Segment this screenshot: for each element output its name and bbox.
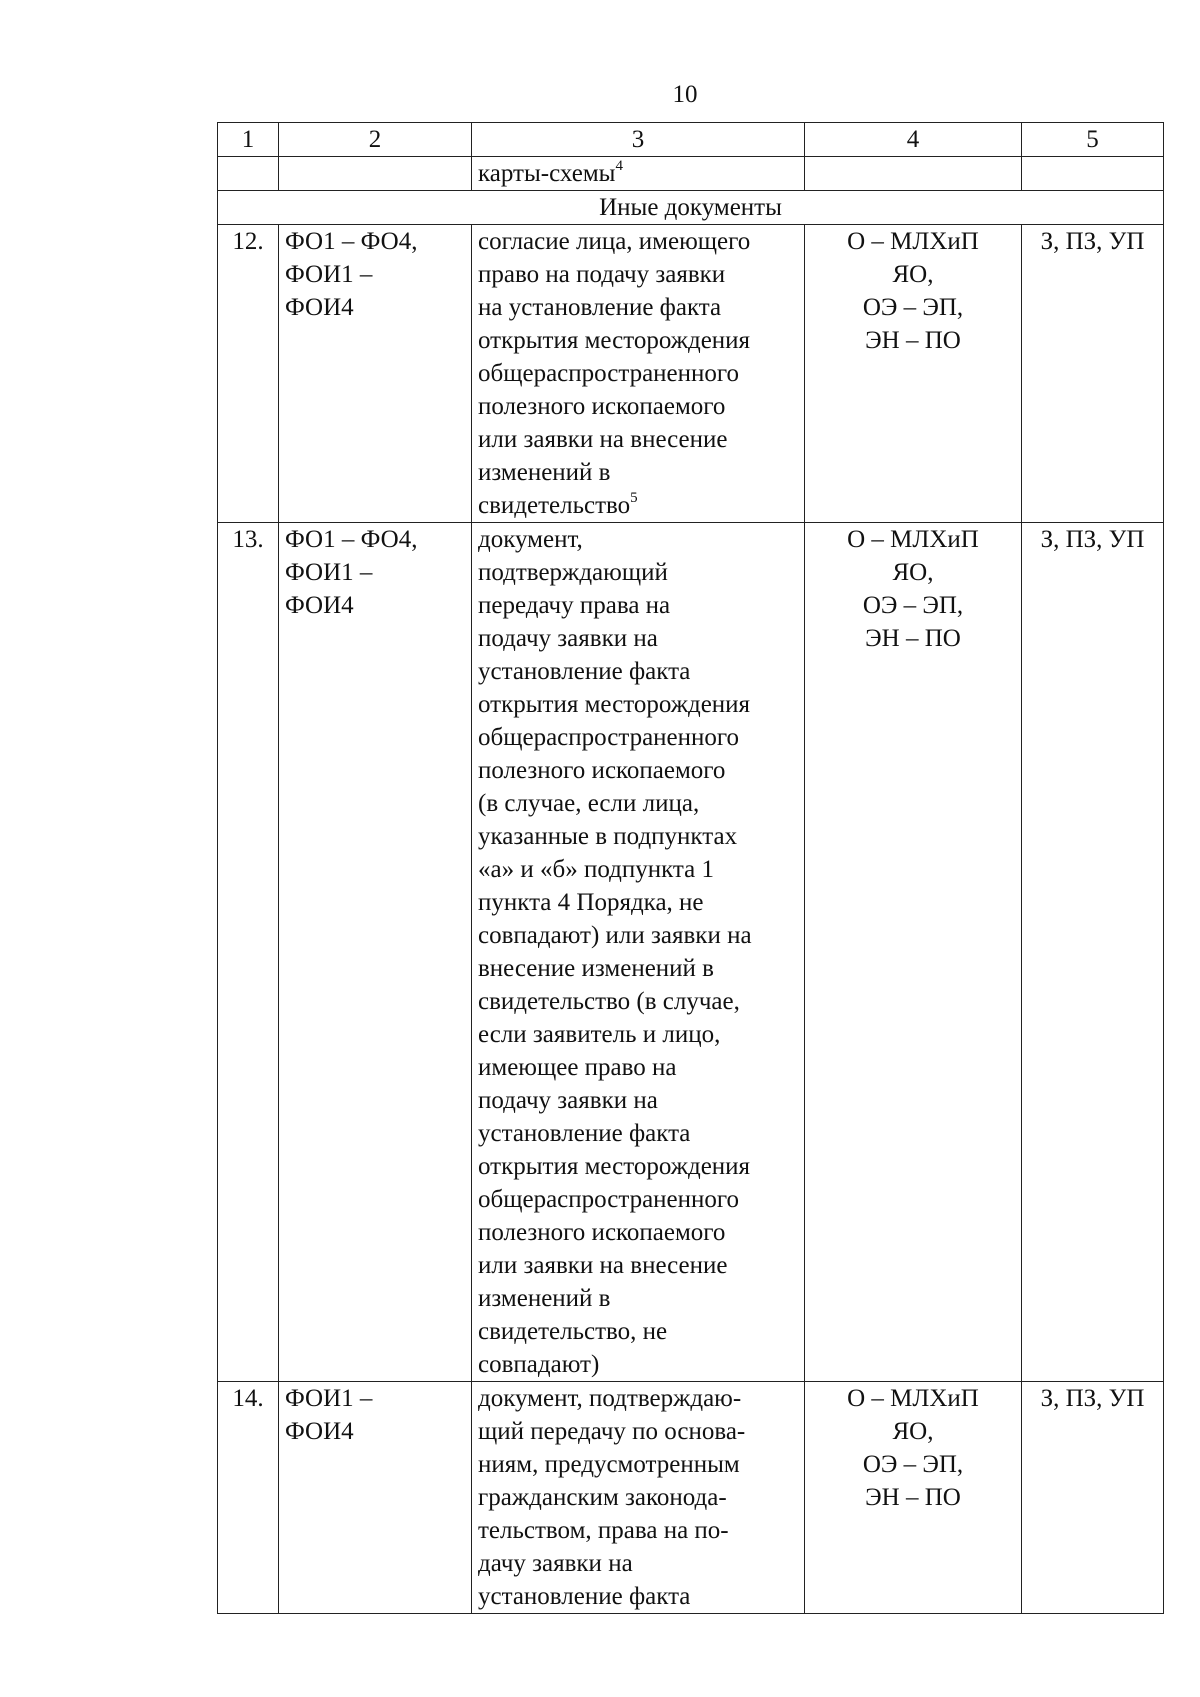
organization-line: ЯО, <box>892 559 934 586</box>
document-line-text: ниям, предусмотренным <box>478 1451 740 1478</box>
footnote-ref: 5 <box>630 489 638 506</box>
table-row <box>218 225 1164 523</box>
document-line-text: подачу заявки на <box>478 1087 658 1114</box>
form-codes-line: ФОИ4 <box>285 294 354 321</box>
form-codes-line: ФО1 – ФО4, <box>285 228 418 255</box>
form-codes-cell <box>279 225 472 523</box>
table-row <box>218 1382 1164 1614</box>
document-line-text: полезного ископаемого <box>478 1219 726 1246</box>
document-line <box>478 853 798 886</box>
document-line-text: установление факта <box>478 658 691 685</box>
document-line-text: или заявки на внесение <box>478 1252 728 1279</box>
document-line <box>478 1117 798 1150</box>
document-line <box>478 1051 798 1084</box>
document-line <box>478 1481 798 1514</box>
organizations-cell <box>805 523 1022 1382</box>
document-line-text: указанные в подпунктах <box>478 823 738 850</box>
organization-line: ЭН – ПО <box>865 1484 961 1511</box>
footnote-ref: 4 <box>615 157 623 174</box>
form-codes-cell <box>279 523 472 1382</box>
document-line <box>478 291 798 324</box>
document-line-text: (в случае, если лица, <box>478 790 700 817</box>
document-line-text: общераспространенного <box>478 1186 740 1213</box>
document-line <box>478 1183 798 1216</box>
document-cell <box>472 225 805 523</box>
document-line-text: имеющее право на <box>478 1054 677 1081</box>
document-cell <box>472 1382 805 1614</box>
document-line-text: открытия месторождения <box>478 327 751 354</box>
document-line <box>478 324 798 357</box>
page-number: 10 <box>672 81 698 108</box>
document-line <box>478 622 798 655</box>
procedure-codes-cell: З, ПЗ, УП <box>1022 1382 1164 1614</box>
document-line-text: согласие лица, имеющего <box>478 228 751 255</box>
continuation-col1 <box>218 157 279 191</box>
procedure-codes-cell: З, ПЗ, УП <box>1022 523 1164 1382</box>
document-line-text: изменений в <box>478 1285 611 1312</box>
document-line <box>478 985 798 1018</box>
document-line-text: щий передачу по основа- <box>478 1418 746 1445</box>
continuation-col5 <box>1022 157 1164 191</box>
form-codes-line: ФОИ1 – <box>285 261 373 288</box>
document-line <box>478 523 798 556</box>
document-line-text: передачу права на <box>478 592 671 619</box>
document-line-text: подачу заявки на <box>478 625 658 652</box>
column-number-2: 2 <box>279 123 472 157</box>
organizations-cell <box>805 1382 1022 1614</box>
document-line-text: совпадают) или заявки на <box>478 922 752 949</box>
document-line <box>478 919 798 952</box>
form-codes-line: ФОИ4 <box>285 592 354 619</box>
organization-line: ЯО, <box>892 1418 934 1445</box>
document-line <box>478 688 798 721</box>
document-line <box>478 1249 798 1282</box>
document-line-text: тельством, права на по- <box>478 1517 729 1544</box>
column-number-row <box>218 123 1164 157</box>
document-line <box>478 754 798 787</box>
document-line <box>478 390 798 423</box>
document-line-text: совпадают) <box>478 1351 600 1378</box>
document-line <box>478 589 798 622</box>
document-line-text: установление факта <box>478 1120 691 1147</box>
document-line-text: свидетельство <box>478 492 631 519</box>
organization-line: О – МЛХиП <box>847 526 979 553</box>
document-line <box>478 787 798 820</box>
document-line <box>478 1018 798 1051</box>
document-cell <box>472 523 805 1382</box>
document-line-text: внесение изменений в <box>478 955 714 982</box>
document-line <box>478 1348 798 1381</box>
organizations-cell <box>805 225 1022 523</box>
section-title: Иные документы <box>218 191 1164 225</box>
document-line <box>478 655 798 688</box>
document-line-text: на установление факта <box>478 294 722 321</box>
document-line-text: открытия месторождения <box>478 691 751 718</box>
form-codes-cell <box>279 1382 472 1614</box>
continuation-row <box>218 157 1164 191</box>
organization-line: ОЭ – ЭП, <box>862 1451 964 1478</box>
document-line <box>478 1514 798 1547</box>
document-line-text: свидетельство (в случае, <box>478 988 740 1015</box>
document-line <box>478 952 798 985</box>
row-number: 13. <box>218 523 279 1382</box>
organization-line: О – МЛХиП <box>847 1385 979 1412</box>
continuation-doc-text: карты-схемы <box>478 160 616 187</box>
document-line-text: пункта 4 Порядка, не <box>478 889 704 916</box>
organization-line: ЭН – ПО <box>865 625 961 652</box>
document-line <box>478 721 798 754</box>
section-row <box>218 191 1164 225</box>
document-line <box>478 1315 798 1348</box>
organization-line: О – МЛХиП <box>847 228 979 255</box>
continuation-col2 <box>279 157 472 191</box>
organization-line: ЭН – ПО <box>865 327 961 354</box>
document-line <box>478 1547 798 1580</box>
document-line-text: открытия месторождения <box>478 1153 751 1180</box>
document-line <box>478 1282 798 1315</box>
document-line-text: гражданским законода- <box>478 1484 727 1511</box>
document-line-text: «а» и «б» подпункта 1 <box>478 856 714 883</box>
document-line-text: дачу заявки на <box>478 1550 633 1577</box>
document-line-text: общераспространенного <box>478 360 740 387</box>
column-number-4: 4 <box>805 123 1022 157</box>
document-line-text: полезного ископаемого <box>478 757 726 784</box>
form-codes-line: ФОИ1 – <box>285 1385 373 1412</box>
document-line-text: общераспространенного <box>478 724 740 751</box>
continuation-doc <box>472 157 805 191</box>
column-number-5: 5 <box>1022 123 1164 157</box>
document-line-text: свидетельство, не <box>478 1318 668 1345</box>
procedure-codes-cell: З, ПЗ, УП <box>1022 225 1164 523</box>
document-line-text: изменений в <box>478 459 611 486</box>
form-codes-line: ФО1 – ФО4, <box>285 526 418 553</box>
document-line-text: право на подачу заявки <box>478 261 726 288</box>
document-line-text: установление факта <box>478 1583 691 1610</box>
continuation-col4 <box>805 157 1022 191</box>
document-line-text: полезного ископаемого <box>478 393 726 420</box>
document-line <box>478 1448 798 1481</box>
form-codes-line: ФОИ4 <box>285 1418 354 1445</box>
document-line <box>478 1150 798 1183</box>
document-line <box>478 258 798 291</box>
table-row <box>218 523 1164 1382</box>
document-line-text: если заявитель и лицо, <box>478 1021 721 1048</box>
document-line <box>478 357 798 390</box>
form-codes-line: ФОИ1 – <box>285 559 373 586</box>
document-line <box>478 1216 798 1249</box>
document-line <box>478 1580 798 1613</box>
organization-line: ЯО, <box>892 261 934 288</box>
organization-line: ОЭ – ЭП, <box>862 294 964 321</box>
document-line <box>478 456 798 489</box>
column-number-3: 3 <box>472 123 805 157</box>
document-line-text: документ, подтверждаю- <box>478 1385 742 1412</box>
row-number: 14. <box>218 1382 279 1614</box>
documents-table <box>217 122 1164 1614</box>
table-body <box>218 225 1164 1614</box>
column-number-1: 1 <box>218 123 279 157</box>
document-line <box>478 1084 798 1117</box>
document-line <box>478 886 798 919</box>
organization-line: ОЭ – ЭП, <box>862 592 964 619</box>
document-line <box>478 1382 798 1415</box>
document-line <box>478 489 798 522</box>
document-line <box>478 1415 798 1448</box>
document-line <box>478 423 798 456</box>
document-line <box>478 225 798 258</box>
document-line <box>478 556 798 589</box>
document-line-text: подтверждающий <box>478 559 668 586</box>
document-line <box>478 820 798 853</box>
row-number: 12. <box>218 225 279 523</box>
document-line-text: документ, <box>478 526 583 553</box>
document-line-text: или заявки на внесение <box>478 426 728 453</box>
